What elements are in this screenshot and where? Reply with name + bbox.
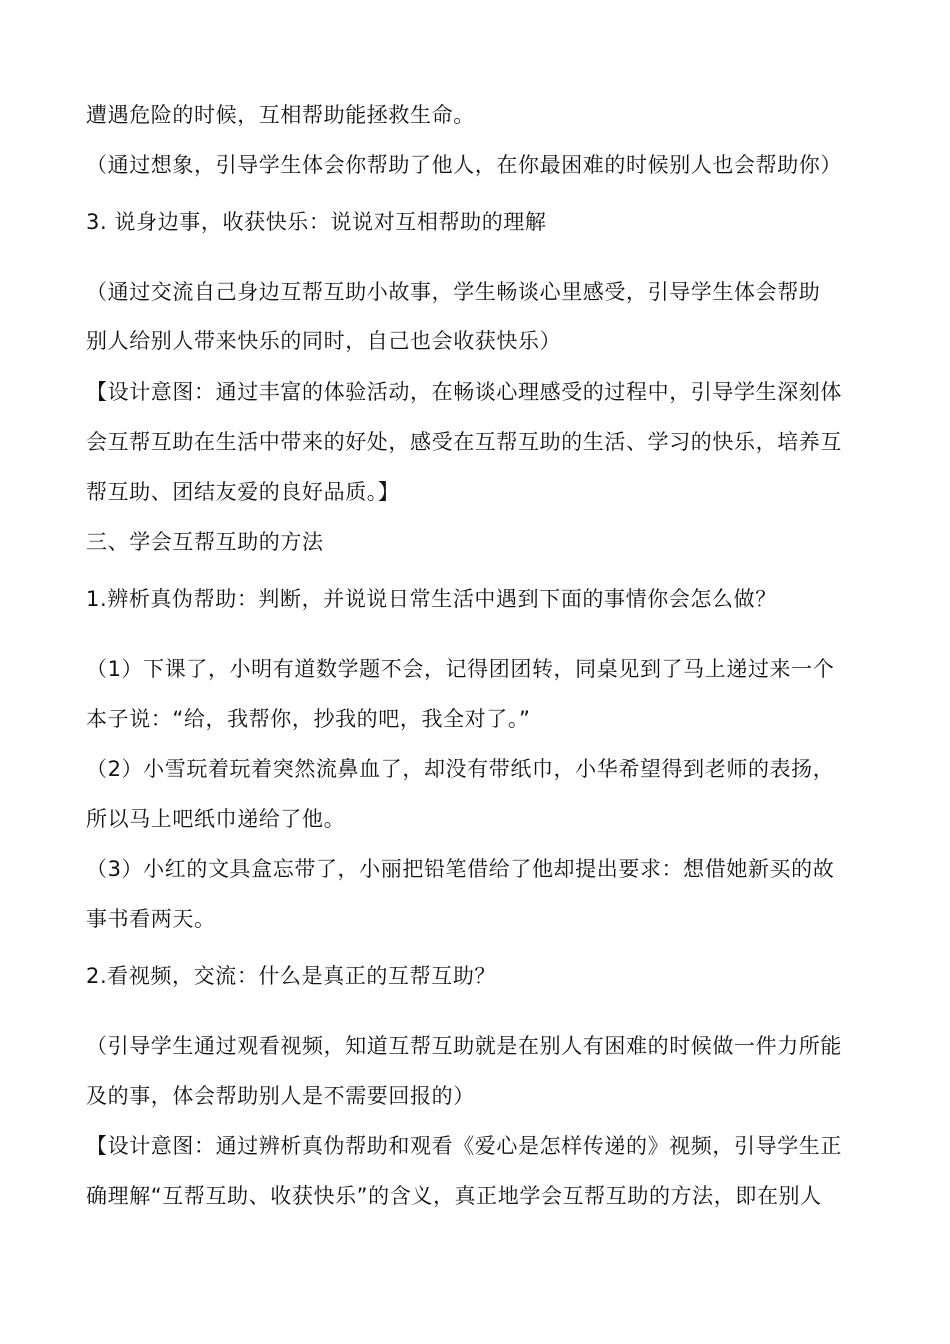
text-line: 及的事，体会帮助别人是不需要回报的） [86, 1084, 475, 1108]
text-line: 2.看视频，交流：什么是真正的互帮互助？ [86, 964, 497, 988]
text-line: 所以马上吧纸巾递给了他。 [86, 807, 346, 831]
text-line: （1）下课了，小明有道数学题不会，记得团团转，同桌见到了马上递过来一个 [86, 657, 835, 681]
section-heading: 三、学会互帮互助的方法 [86, 530, 324, 554]
text-line: 事书看两天。 [86, 907, 216, 931]
text-line: 确理解“互帮互助、收获快乐”的含义，真正地学会互帮互助的方法，即在别人 [86, 1184, 822, 1208]
text-line: 3. 说身边事，收获快乐：说说对互相帮助的理解 [86, 210, 547, 234]
text-line: （通过想象，引导学生体会你帮助了他人，在你最困难的时候别人也会帮助你） [86, 153, 842, 177]
text-line: 会互帮互助在生活中带来的好处，感受在互帮互助的生活、学习的快乐，培养互 [86, 430, 842, 454]
text-line: 【设计意图：通过辨析真伪帮助和观看《爱心是怎样传递的》视频，引导学生正 [86, 1134, 842, 1158]
text-line: 别人给别人带来快乐的同时，自己也会收获快乐） [86, 329, 562, 353]
text-line: （引导学生通过观看视频，知道互帮互助就是在别人有困难的时候做一件力所能 [86, 1034, 842, 1058]
text-line: 遭遇危险的时候，互相帮助能拯救生命。 [86, 103, 475, 127]
text-line: 本子说：“给，我帮你，抄我的吧，我全对了。” [86, 707, 531, 731]
text-line: （3）小红的文具盒忘带了，小丽把铅笔借给了他却提出要求：想借她新买的故 [86, 857, 835, 881]
text-line: （通过交流自己身边互帮互助小故事，学生畅谈心里感受，引导学生体会帮助 [86, 280, 821, 304]
text-line: 1.辨析真伪帮助：判断，并说说日常生活中遇到下面的事情你会怎么做？ [86, 587, 777, 611]
text-line: 【设计意图：通过丰富的体验活动，在畅谈心理感受的过程中，引导学生深刻体 [86, 380, 842, 404]
text-line: （2）小雪玩着玩着突然流鼻血了，却没有带纸巾，小华希望得到老师的表扬， [86, 757, 835, 781]
text-line: 帮互助、团结友爱的良好品质。】 [86, 480, 400, 504]
